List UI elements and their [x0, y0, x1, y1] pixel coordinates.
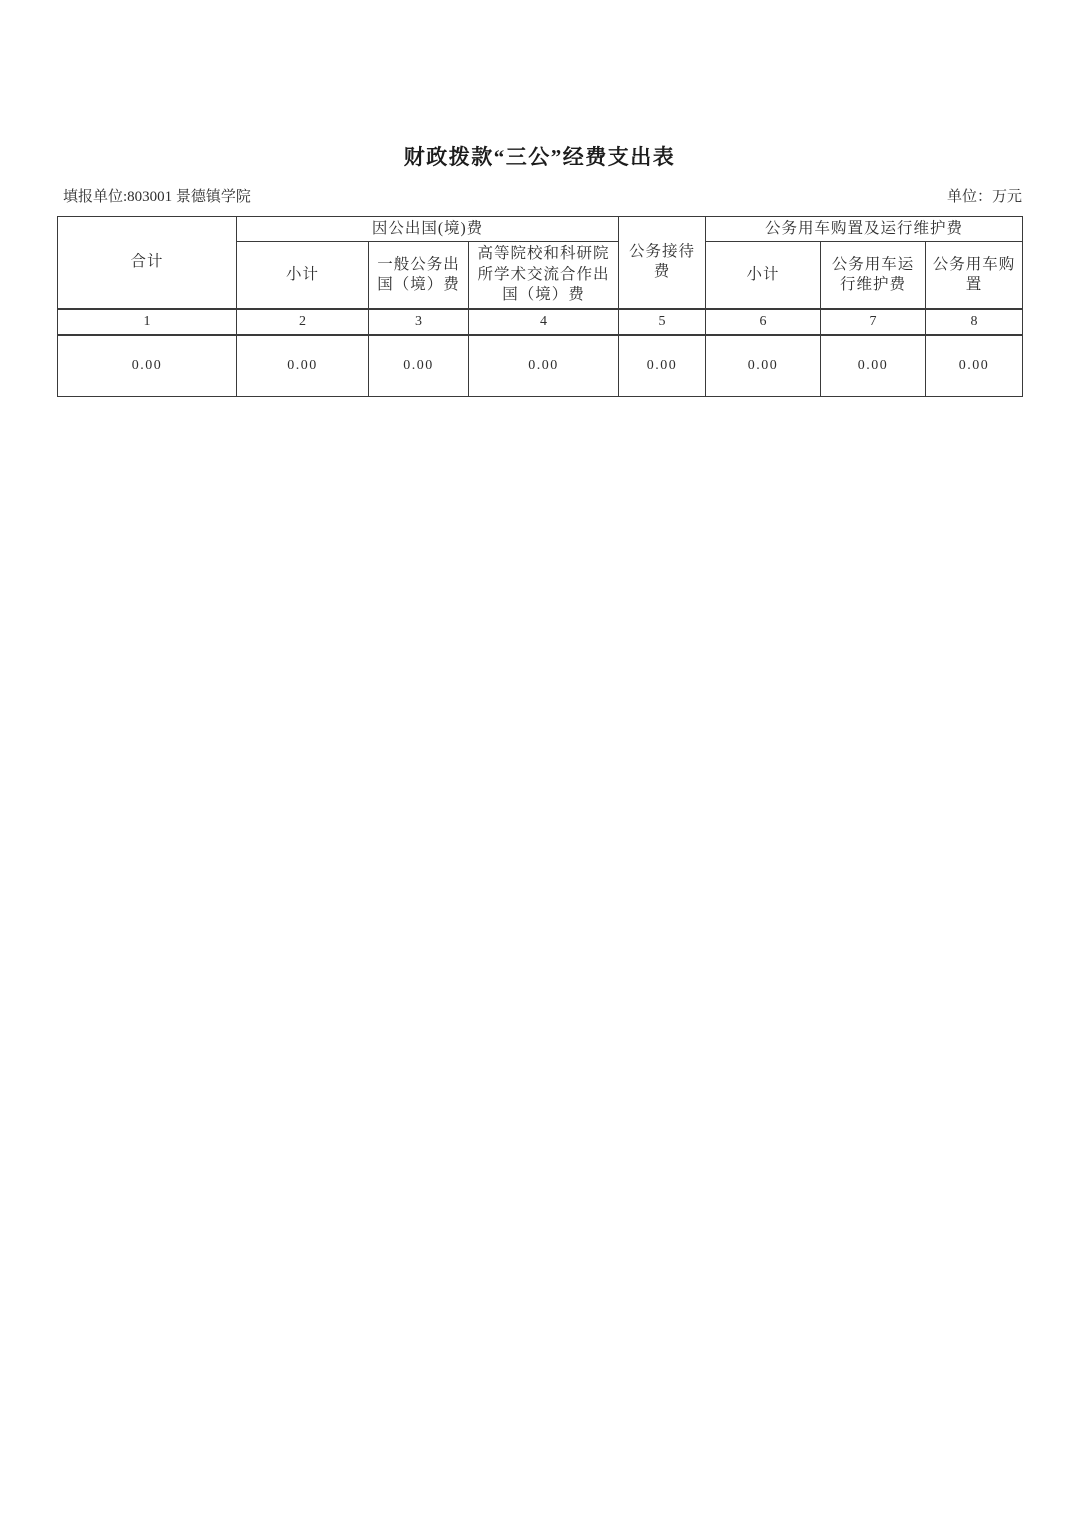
header-cell-total: 合计: [58, 217, 237, 309]
header-cell-vehicle-purchase: 公务用车购置: [926, 242, 1023, 309]
value-cell-abroad-general: 0.00: [369, 335, 469, 397]
header-cell-group-abroad: 因公出国(境)费: [237, 217, 619, 242]
meta-row: [57, 187, 1022, 207]
value-row: [58, 335, 1023, 397]
header-cell-vehicle-maintenance: 公务用车运行维护费: [821, 242, 926, 309]
column-number: 3: [369, 309, 469, 335]
header-cell-abroad-general: 一般公务出国（境）费: [369, 242, 469, 309]
unit-label: 单位：万元: [946, 189, 1022, 205]
column-number: 6: [706, 309, 821, 335]
value-cell-vehicle-purchase: 0.00: [926, 335, 1023, 397]
column-number: 7: [821, 309, 926, 335]
reporting-unit-label: 填报单位:803001 景德镇学院: [63, 189, 251, 205]
value-cell-abroad-subtotal: 0.00: [237, 335, 369, 397]
column-number: 2: [237, 309, 369, 335]
header-cell-group-vehicle: 公务用车购置及运行维护费: [706, 217, 1023, 242]
column-number: 4: [469, 309, 619, 335]
column-number: 1: [58, 309, 237, 335]
value-cell-vehicle-maintenance: 0.00: [821, 335, 926, 397]
column-number-row: [58, 309, 1023, 335]
header-cell-vehicle-subtotal: 小计: [706, 242, 821, 309]
value-cell-reception: 0.00: [619, 335, 706, 397]
header-row-groups: [58, 217, 1023, 242]
expenditure-table: [57, 216, 1023, 397]
value-cell-abroad-academic: 0.00: [469, 335, 619, 397]
column-number: 5: [619, 309, 706, 335]
column-number: 8: [926, 309, 1023, 335]
value-cell-total: 0.00: [58, 335, 237, 397]
value-cell-vehicle-subtotal: 0.00: [706, 335, 821, 397]
header-cell-abroad-academic: 高等院校和科研院所学术交流合作出国（境）费: [469, 242, 619, 309]
header-cell-reception: 公务接待费: [619, 217, 706, 309]
page-title: 财政拨款“三公”经费支出表: [403, 145, 676, 169]
header-cell-abroad-subtotal: 小计: [237, 242, 369, 309]
